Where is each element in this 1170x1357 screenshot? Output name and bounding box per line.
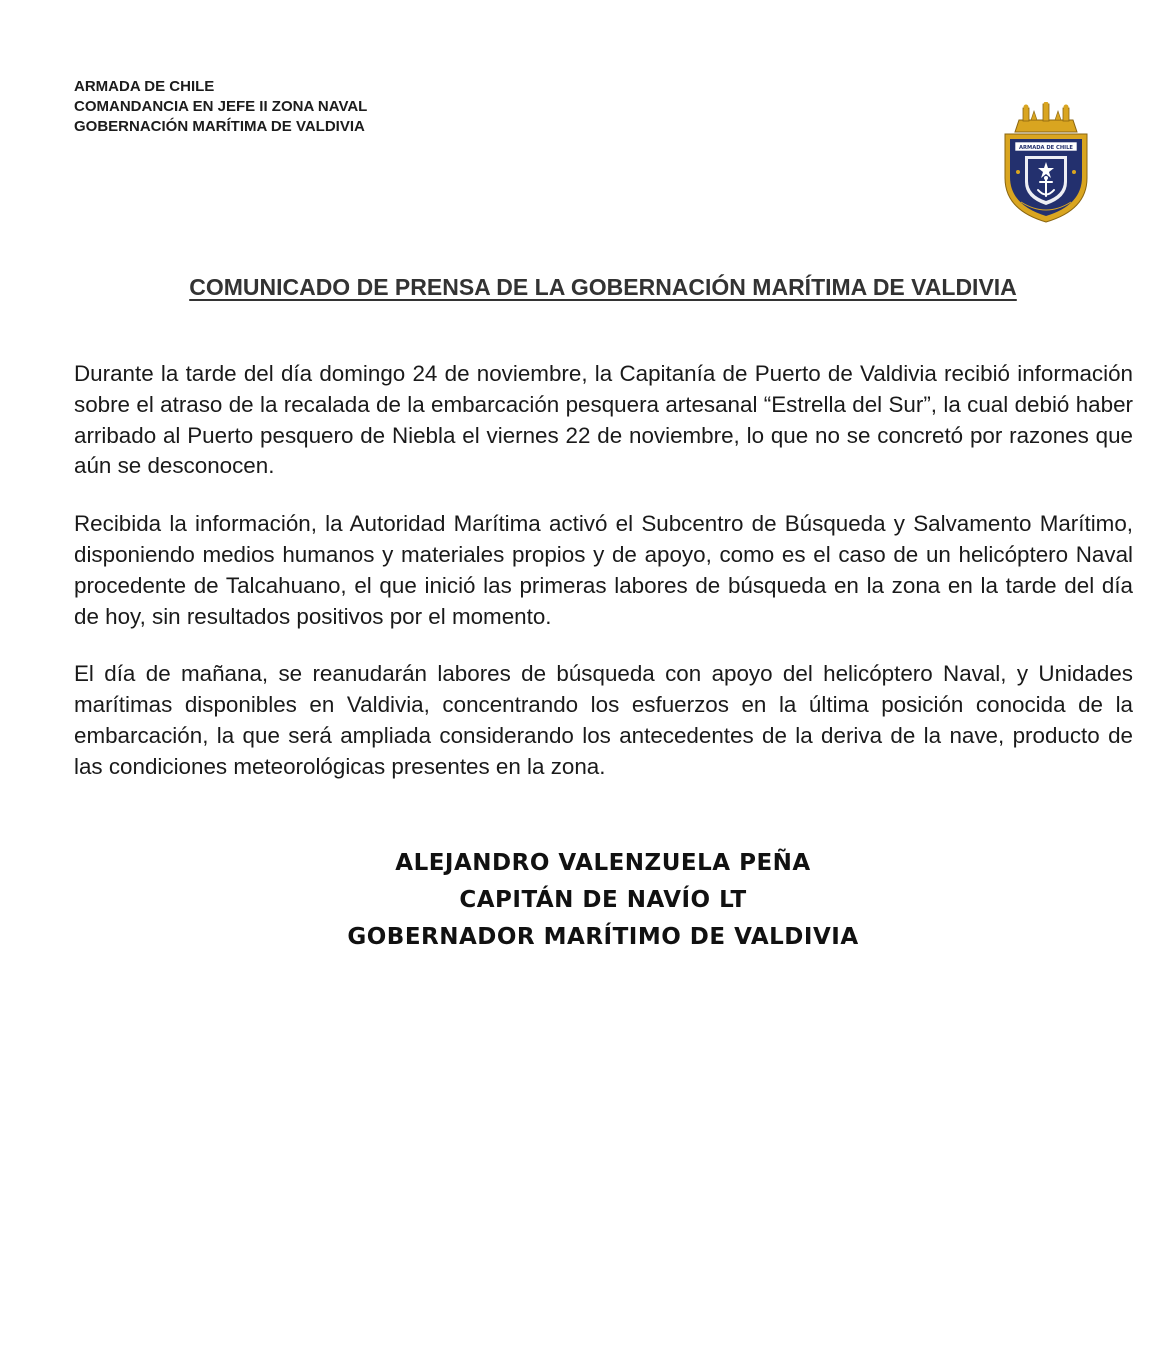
armada-de-chile-crest-icon xyxy=(1001,102,1091,224)
header-line-navy: ARMADA DE CHILE xyxy=(74,78,215,95)
paragraph-2: Recibida la información, la Autoridad Marítima activó el Subcentro de Búsqueda y Salvamento Marítimo, disponiendo medios humanos y materiales propios y de apoyo, como es el caso de un helicóptero Naval procedente de Talcahuano, el que inició las primeras labores de búsqueda en la zona en la tarde del día de hoy, sin resultados positivos por el momento. xyxy=(74,511,1133,629)
signatory-name: ALEJANDRO VALENZUELA PEÑA xyxy=(395,850,811,876)
press-release-body xyxy=(74,359,1133,810)
paragraph-3: El día de mañana, se reanudarán labores de búsqueda con apoyo del helicóptero Naval, y Unidades marítimas disponibles en Valdivia, concentrando los esfuerzos en la última posición conocida de la embarcación, la que será ampliada considerando los antecedentes de la deriva de la nave, producto de las condiciones meteorológicas presentes en la zona. xyxy=(74,661,1133,779)
naval-crown-icon xyxy=(1015,102,1077,132)
press-release-title xyxy=(0,272,1170,302)
institution-header xyxy=(74,77,367,137)
signatory-rank: CAPITÁN DE NAVÍO LT xyxy=(459,887,747,913)
paragraph-1: Durante la tarde del día domingo 24 de noviembre, la Capitanía de Puerto de Valdivia recibió información sobre el atraso de la recalada de la embarcación pesquera artesanal “Estrella del Sur”, la cual debió haber arribado al Puerto pesquero de Niebla el viernes 22 de noviembre, lo que no se concretó por razones que aún se desconocen. xyxy=(74,361,1133,479)
header-line-command: COMANDANCIA EN JEFE II ZONA NAVAL xyxy=(74,98,368,115)
crest-banner-text: ARMADA DE CHILE xyxy=(1019,145,1073,151)
signatory-position: GOBERNADOR MARÍTIMO DE VALDIVIA xyxy=(347,924,859,950)
header-line-governorship: GOBERNACIÓN MARÍTIMA DE VALDIVIA xyxy=(74,118,365,135)
title-text: COMUNICADO DE PRENSA DE LA GOBERNACIÓN MARÍTIMA DE VALDIVIA xyxy=(189,274,1017,300)
signature-block xyxy=(0,845,1170,956)
